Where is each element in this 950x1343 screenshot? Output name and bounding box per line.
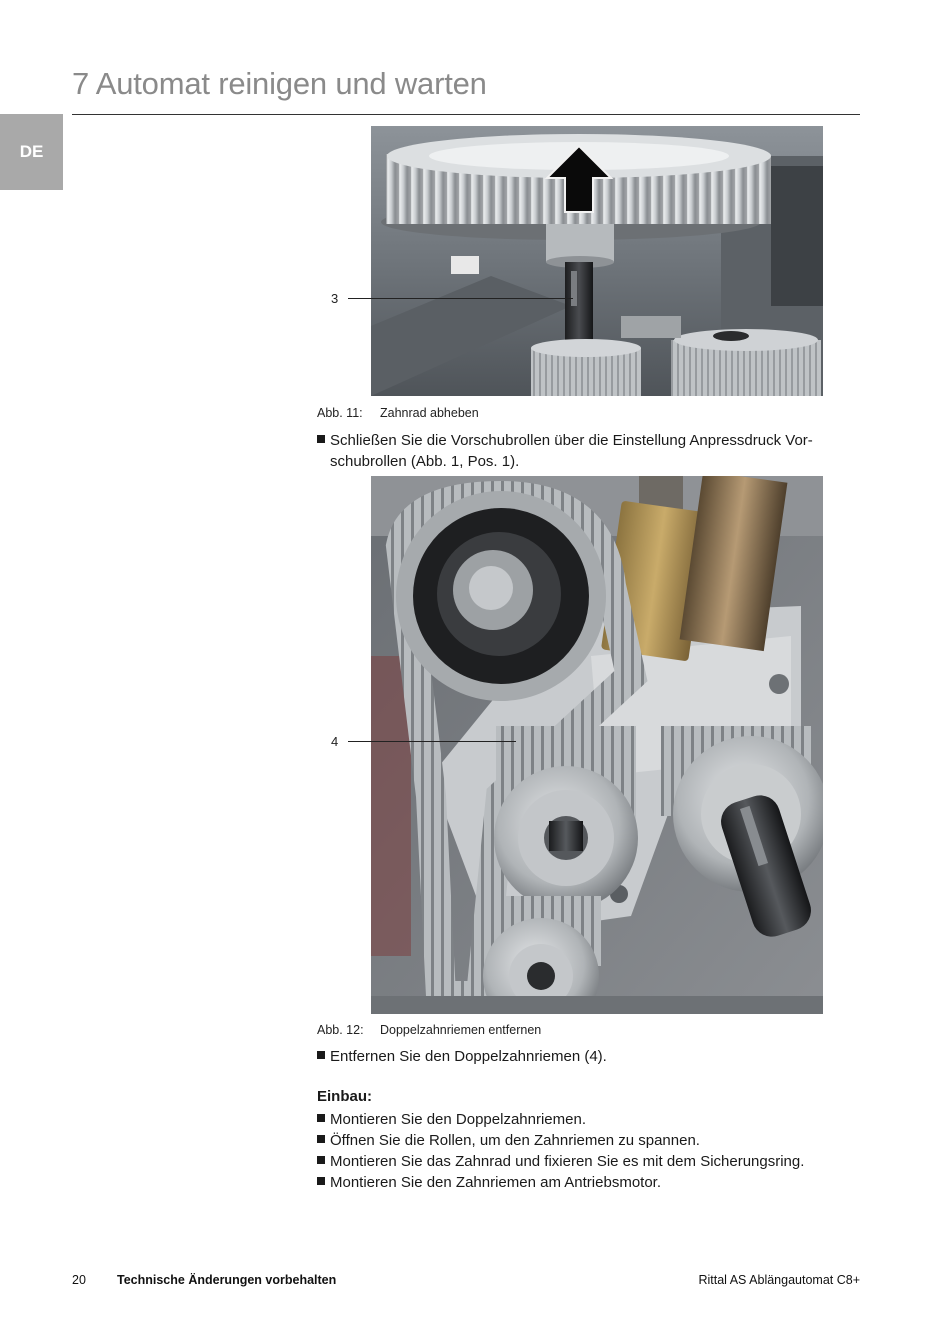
figure-12-caption [317, 1023, 541, 1037]
callout-4: 4 [331, 734, 339, 749]
figure-11-caption [317, 406, 479, 420]
callout-3: 3 [331, 291, 339, 306]
bullet-square-icon [317, 1135, 325, 1143]
figure-11-photo [371, 126, 823, 396]
bullet-square-icon [317, 1051, 325, 1059]
installation-step-4 [317, 1172, 661, 1193]
figure-12-caption-label: Abb. 12: [317, 1023, 364, 1037]
callout-3-leader [348, 298, 573, 299]
figure-12-photo [371, 476, 823, 1014]
chapter-title: 7 Automat reinigen und warten [72, 66, 487, 101]
installation-step-text: Montieren Sie den Doppelzahnriemen. [330, 1111, 586, 1128]
bullet-square-icon [317, 1156, 325, 1164]
language-tab: DE [0, 114, 63, 190]
callout-4-leader [348, 741, 516, 742]
step-remove-belt [317, 1046, 607, 1067]
step-close-rollers-line1: Schließen Sie die Vorschubrollen über die Einstellung Anpressdruck Vor- [330, 432, 813, 449]
installation-step-text: Montieren Sie den Zahnriemen am Antriebsmotor. [330, 1174, 662, 1191]
title-rule [72, 114, 860, 115]
bullet-square-icon [317, 1114, 325, 1122]
page-number: 20 [72, 1273, 86, 1287]
step-close-rollers [317, 430, 827, 472]
figure-11-caption-text: Zahnrad abheben [380, 406, 479, 420]
installation-step-2 [317, 1130, 700, 1151]
bullet-square-icon [317, 435, 325, 443]
installation-heading: Einbau: [317, 1088, 372, 1105]
installation-step-1 [317, 1109, 586, 1130]
bullet-square-icon [317, 1177, 325, 1185]
step-close-rollers-line2: schubrollen (Abb. 1, Pos. 1). [330, 453, 520, 470]
installation-step-3 [317, 1151, 804, 1172]
footer-notice: Technische Änderungen vorbehalten [117, 1273, 337, 1287]
footer-product: Rittal AS Ablängautomat C8+ [698, 1273, 860, 1287]
figure-11-caption-label: Abb. 11: [317, 406, 363, 420]
installation-step-text: Öffnen Sie die Rollen, um den Zahnriemen zu spannen. [330, 1132, 700, 1149]
step-remove-belt-text: Entfernen Sie den Doppelzahnriemen (4). [330, 1048, 607, 1065]
figure-12-caption-text: Doppelzahnriemen entfernen [380, 1023, 542, 1037]
installation-step-text: Montieren Sie das Zahnrad und fixieren Sie es mit dem Sicherungsring. [330, 1153, 805, 1170]
